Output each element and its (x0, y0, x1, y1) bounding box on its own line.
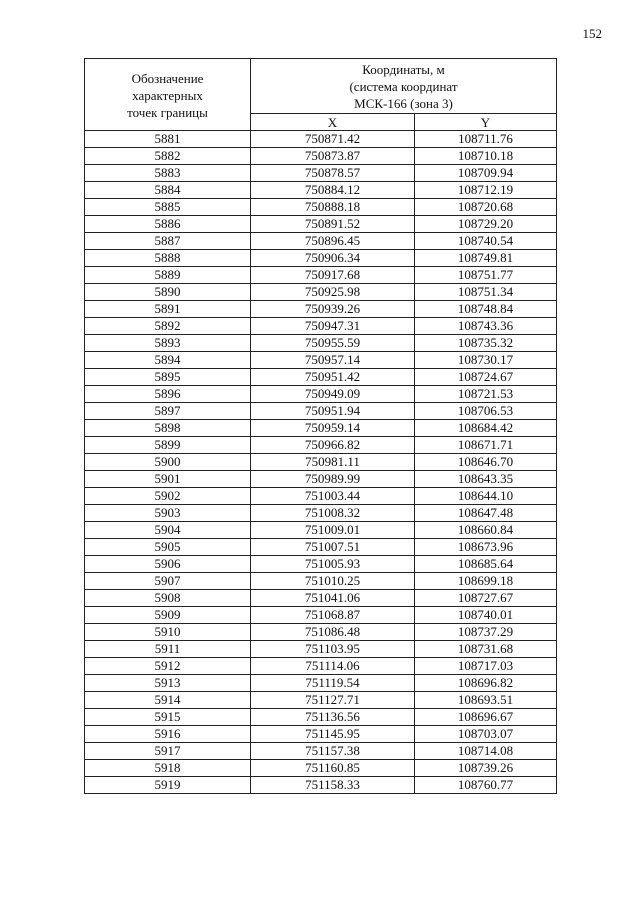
table-row (85, 556, 557, 573)
y-coordinate-cell: 108731.68 (415, 641, 557, 658)
table-row (85, 573, 557, 590)
y-coordinate-cell: 108730.17 (415, 352, 557, 369)
x-coordinate-cell: 751086.48 (251, 624, 415, 641)
y-coordinate-cell: 108644.10 (415, 488, 557, 505)
header-row-main (85, 59, 557, 114)
table-row (85, 420, 557, 437)
table-body (85, 131, 557, 794)
table-row (85, 284, 557, 301)
table-row (85, 709, 557, 726)
y-coordinate-cell: 108646.70 (415, 454, 557, 471)
y-coordinate-cell: 108720.68 (415, 199, 557, 216)
table-row (85, 692, 557, 709)
table-row (85, 726, 557, 743)
coordinates-header-line: (система координат (349, 79, 458, 94)
point-id-cell: 5898 (85, 420, 251, 437)
table-row (85, 743, 557, 760)
x-coordinate-cell: 751007.51 (251, 539, 415, 556)
x-coordinate-cell: 751119.54 (251, 675, 415, 692)
point-id-cell: 5908 (85, 590, 251, 607)
point-id-cell: 5881 (85, 131, 251, 148)
point-id-cell: 5906 (85, 556, 251, 573)
x-coordinate-cell: 751136.56 (251, 709, 415, 726)
table-row (85, 454, 557, 471)
y-coordinate-cell: 108717.03 (415, 658, 557, 675)
point-id-cell: 5910 (85, 624, 251, 641)
x-coordinate-cell: 751003.44 (251, 488, 415, 505)
y-coordinate-cell: 108696.67 (415, 709, 557, 726)
y-coordinate-cell: 108647.48 (415, 505, 557, 522)
table-row (85, 505, 557, 522)
x-coordinate-cell: 750884.12 (251, 182, 415, 199)
x-coordinate-cell: 750925.98 (251, 284, 415, 301)
x-coordinate-cell: 750871.42 (251, 131, 415, 148)
y-coordinate-cell: 108751.77 (415, 267, 557, 284)
x-coordinate-cell: 751158.33 (251, 777, 415, 794)
table-row (85, 216, 557, 233)
x-coordinate-cell: 750896.45 (251, 233, 415, 250)
point-id-cell: 5914 (85, 692, 251, 709)
x-coordinate-cell: 750951.42 (251, 369, 415, 386)
point-id-cell: 5900 (85, 454, 251, 471)
y-coordinate-cell: 108740.01 (415, 607, 557, 624)
x-coordinate-cell: 751160.85 (251, 760, 415, 777)
y-coordinate-cell: 108760.77 (415, 777, 557, 794)
y-coordinate-cell: 108749.81 (415, 250, 557, 267)
table-row (85, 760, 557, 777)
point-id-cell: 5904 (85, 522, 251, 539)
point-id-cell: 5918 (85, 760, 251, 777)
table-row (85, 488, 557, 505)
x-coordinate-cell: 750949.09 (251, 386, 415, 403)
x-coordinate-cell: 751008.32 (251, 505, 415, 522)
point-id-cell: 5895 (85, 369, 251, 386)
coordinates-header-line: МСК-166 (зона 3) (354, 96, 453, 111)
x-coordinate-cell: 750873.87 (251, 148, 415, 165)
x-column-header: X (251, 114, 415, 131)
point-id-cell: 5891 (85, 301, 251, 318)
point-id-cell: 5917 (85, 743, 251, 760)
x-coordinate-cell: 751068.87 (251, 607, 415, 624)
table-row (85, 471, 557, 488)
y-coordinate-cell: 108660.84 (415, 522, 557, 539)
y-coordinate-cell: 108735.32 (415, 335, 557, 352)
x-coordinate-cell: 750878.57 (251, 165, 415, 182)
table-row (85, 539, 557, 556)
x-coordinate-cell: 750951.94 (251, 403, 415, 420)
y-coordinate-cell: 108673.96 (415, 539, 557, 556)
y-coordinate-cell: 108743.36 (415, 318, 557, 335)
point-id-cell: 5885 (85, 199, 251, 216)
table-row (85, 641, 557, 658)
x-coordinate-cell: 751041.06 (251, 590, 415, 607)
table-row (85, 352, 557, 369)
x-coordinate-cell: 750939.26 (251, 301, 415, 318)
x-coordinate-cell: 751157.38 (251, 743, 415, 760)
point-id-cell: 5887 (85, 233, 251, 250)
coordinates-header (251, 59, 557, 114)
point-id-cell: 5886 (85, 216, 251, 233)
y-coordinate-cell: 108751.34 (415, 284, 557, 301)
y-coordinate-cell: 108693.51 (415, 692, 557, 709)
page-number: 152 (582, 26, 602, 41)
point-id-cell: 5884 (85, 182, 251, 199)
y-coordinate-cell: 108703.07 (415, 726, 557, 743)
x-coordinate-cell: 750989.99 (251, 471, 415, 488)
x-coordinate-cell: 751005.93 (251, 556, 415, 573)
point-id-cell: 5916 (85, 726, 251, 743)
y-coordinate-cell: 108712.19 (415, 182, 557, 199)
x-coordinate-cell: 750955.59 (251, 335, 415, 352)
x-coordinate-cell: 750959.14 (251, 420, 415, 437)
y-coordinate-cell: 108737.29 (415, 624, 557, 641)
y-coordinate-cell: 108709.94 (415, 165, 557, 182)
point-id-cell: 5903 (85, 505, 251, 522)
x-coordinate-cell: 750906.34 (251, 250, 415, 267)
table-row (85, 386, 557, 403)
x-coordinate-cell: 750957.14 (251, 352, 415, 369)
point-id-cell: 5882 (85, 148, 251, 165)
y-coordinate-cell: 108729.20 (415, 216, 557, 233)
table-header (85, 59, 557, 131)
y-column-header: Y (415, 114, 557, 131)
y-coordinate-cell: 108727.67 (415, 590, 557, 607)
point-id-cell: 5899 (85, 437, 251, 454)
table-row (85, 267, 557, 284)
x-coordinate-cell: 750888.18 (251, 199, 415, 216)
x-coordinate-cell: 751009.01 (251, 522, 415, 539)
table-row (85, 522, 557, 539)
point-id-cell: 5889 (85, 267, 251, 284)
point-id-cell: 5902 (85, 488, 251, 505)
x-coordinate-cell: 751103.95 (251, 641, 415, 658)
point-id-cell: 5901 (85, 471, 251, 488)
point-id-cell: 5890 (85, 284, 251, 301)
y-coordinate-cell: 108724.67 (415, 369, 557, 386)
table-row (85, 250, 557, 267)
point-id-cell: 5907 (85, 573, 251, 590)
table-row (85, 624, 557, 641)
point-id-cell: 5896 (85, 386, 251, 403)
point-id-cell: 5894 (85, 352, 251, 369)
table-row (85, 777, 557, 794)
table-row (85, 301, 557, 318)
table-row (85, 369, 557, 386)
point-designation-header (85, 59, 251, 131)
point-id-cell: 5883 (85, 165, 251, 182)
y-coordinate-cell: 108671.71 (415, 437, 557, 454)
table-row (85, 165, 557, 182)
table-row (85, 437, 557, 454)
x-coordinate-cell: 750981.11 (251, 454, 415, 471)
y-coordinate-cell: 108643.35 (415, 471, 557, 488)
table-row (85, 403, 557, 420)
point-id-cell: 5919 (85, 777, 251, 794)
y-coordinate-cell: 108711.76 (415, 131, 557, 148)
point-designation-header-line: точек границы (127, 105, 208, 120)
point-id-cell: 5915 (85, 709, 251, 726)
table-row (85, 607, 557, 624)
y-coordinate-cell: 108714.08 (415, 743, 557, 760)
y-coordinate-cell: 108696.82 (415, 675, 557, 692)
point-id-cell: 5888 (85, 250, 251, 267)
x-coordinate-cell: 750917.68 (251, 267, 415, 284)
y-coordinate-cell: 108699.18 (415, 573, 557, 590)
y-coordinate-cell: 108740.54 (415, 233, 557, 250)
y-coordinate-cell: 108684.42 (415, 420, 557, 437)
y-coordinate-cell: 108739.26 (415, 760, 557, 777)
coordinates-header-line: Координаты, м (362, 62, 445, 77)
y-coordinate-cell: 108710.18 (415, 148, 557, 165)
point-id-cell: 5912 (85, 658, 251, 675)
point-id-cell: 5911 (85, 641, 251, 658)
table-row (85, 182, 557, 199)
table-row (85, 590, 557, 607)
y-coordinate-cell: 108685.64 (415, 556, 557, 573)
point-designation-header-line: Обозначение (131, 71, 204, 86)
x-coordinate-cell: 750891.52 (251, 216, 415, 233)
x-coordinate-cell: 751114.06 (251, 658, 415, 675)
point-designation-header-line: характерных (132, 88, 203, 103)
coordinates-table (84, 58, 557, 794)
table-row (85, 131, 557, 148)
point-id-cell: 5892 (85, 318, 251, 335)
table-row (85, 675, 557, 692)
table-row (85, 199, 557, 216)
table-row (85, 335, 557, 352)
x-coordinate-cell: 751127.71 (251, 692, 415, 709)
x-coordinate-cell: 751010.25 (251, 573, 415, 590)
x-coordinate-cell: 750947.31 (251, 318, 415, 335)
y-coordinate-cell: 108748.84 (415, 301, 557, 318)
x-coordinate-cell: 750966.82 (251, 437, 415, 454)
point-id-cell: 5893 (85, 335, 251, 352)
point-id-cell: 5897 (85, 403, 251, 420)
table-row (85, 233, 557, 250)
table-row (85, 658, 557, 675)
point-id-cell: 5905 (85, 539, 251, 556)
point-id-cell: 5913 (85, 675, 251, 692)
x-coordinate-cell: 751145.95 (251, 726, 415, 743)
table-row (85, 318, 557, 335)
y-coordinate-cell: 108721.53 (415, 386, 557, 403)
point-id-cell: 5909 (85, 607, 251, 624)
table-row (85, 148, 557, 165)
y-coordinate-cell: 108706.53 (415, 403, 557, 420)
